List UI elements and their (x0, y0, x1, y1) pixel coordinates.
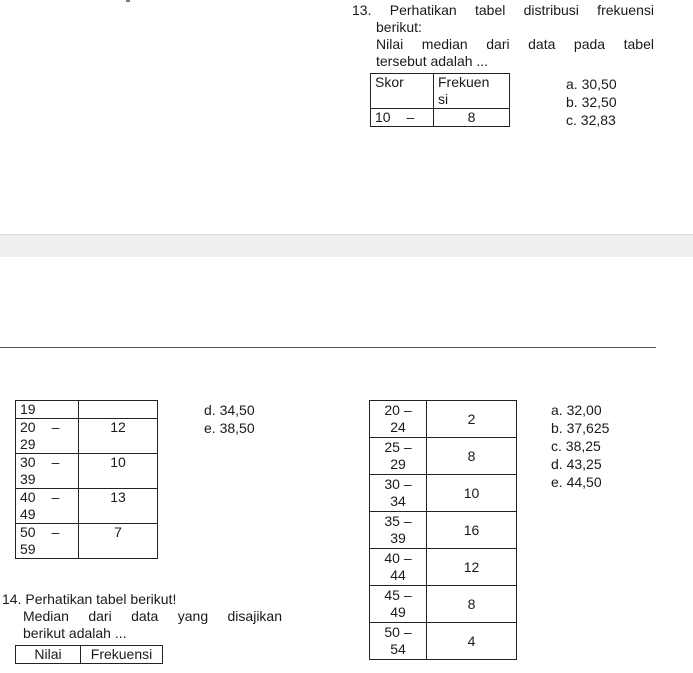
option-b: b. 32,50 (566, 94, 617, 110)
table-row (370, 401, 517, 438)
q13-options (566, 76, 617, 130)
q13-table (370, 73, 510, 127)
cell-freq: 13 (79, 489, 158, 524)
table-row (16, 489, 158, 524)
q13-header-skor: Skor (371, 74, 434, 109)
table-row (370, 549, 517, 586)
option-d: d. 34,50 (204, 402, 255, 418)
option-d: d. 43,25 (551, 456, 602, 472)
q14-table (15, 645, 163, 664)
cell-range: 50 – 54 (370, 623, 427, 660)
q14-line2: Median dari data yang disajikan (23, 607, 282, 624)
page-fragment-mark (126, 0, 130, 2)
page-break (0, 234, 693, 257)
cell-freq: 8 (427, 586, 517, 623)
q14-line1: 14. Perhatikan tabel berikut! (2, 591, 177, 607)
right-options (551, 402, 609, 492)
table-row (370, 475, 517, 512)
cell-freq: 10 (79, 454, 158, 489)
option-e: e. 44,50 (551, 474, 602, 490)
cell-range: 25 – 29 (370, 438, 427, 475)
frequency-table (369, 400, 517, 660)
cell-freq: 16 (427, 512, 517, 549)
option-e: e. 38,50 (204, 420, 255, 436)
table-row (371, 109, 510, 127)
cell-range: 50 – 59 (16, 524, 79, 559)
q13-number: 13. (352, 2, 372, 18)
q14-header-nilai: Nilai (16, 646, 81, 664)
table-row (370, 623, 517, 660)
cell-range: 20 – 24 (370, 401, 427, 438)
option-a: a. 30,50 (566, 76, 617, 92)
q13-line2: berikut: (376, 19, 422, 35)
horizontal-rule (0, 347, 656, 348)
table-row (16, 524, 158, 559)
table-row (371, 74, 510, 109)
table-row (16, 419, 158, 454)
question-13 (352, 2, 654, 19)
cell-range: 20 – 29 (16, 419, 79, 454)
cell-freq: 8 (427, 438, 517, 475)
q13-line4: tersebut adalah ... (376, 52, 489, 69)
cell-freq: 4 (427, 623, 517, 660)
cell-freq: 10 (427, 475, 517, 512)
option-b: b. 37,625 (551, 420, 610, 436)
cell-range: 30 – 34 (370, 475, 427, 512)
continued-table (15, 400, 158, 559)
table-row (16, 401, 158, 419)
q13-header-frekuensi: Frekuen si (434, 74, 510, 109)
question-14 (2, 591, 282, 641)
cell-range: 40 – 49 (16, 489, 79, 524)
q13-line1: 13. Perhatikan tabel distribusi frekuensi (352, 2, 654, 18)
q14-line3: berikut adalah ... (23, 624, 127, 641)
q13-line3: Nilai median dari data pada tabel (376, 35, 654, 52)
table-row (16, 646, 163, 664)
q13-cell-skor: 10 – (371, 109, 434, 127)
q14-header-frekuensi: Frekuensi (81, 646, 163, 664)
cell-range: 30 – 39 (16, 454, 79, 489)
cell-range: 40 – 44 (370, 549, 427, 586)
q13-body (376, 19, 654, 69)
q13-cell-freq: 8 (434, 109, 510, 127)
option-a: a. 32,00 (551, 402, 602, 418)
cell-freq: 2 (427, 401, 517, 438)
table-row (16, 454, 158, 489)
table-row (370, 512, 517, 549)
cell-range: 45 – 49 (370, 586, 427, 623)
left-options (204, 402, 255, 438)
cell-empty (79, 401, 158, 419)
cell-freq: 7 (79, 524, 158, 559)
option-c: c. 38,25 (551, 438, 601, 454)
cell-freq: 12 (79, 419, 158, 454)
table-row (370, 438, 517, 475)
option-c: c. 32,83 (566, 112, 616, 128)
cell-freq: 12 (427, 549, 517, 586)
cell-top-label: 19 (16, 401, 79, 419)
table-row (370, 586, 517, 623)
cell-range: 35 – 39 (370, 512, 427, 549)
